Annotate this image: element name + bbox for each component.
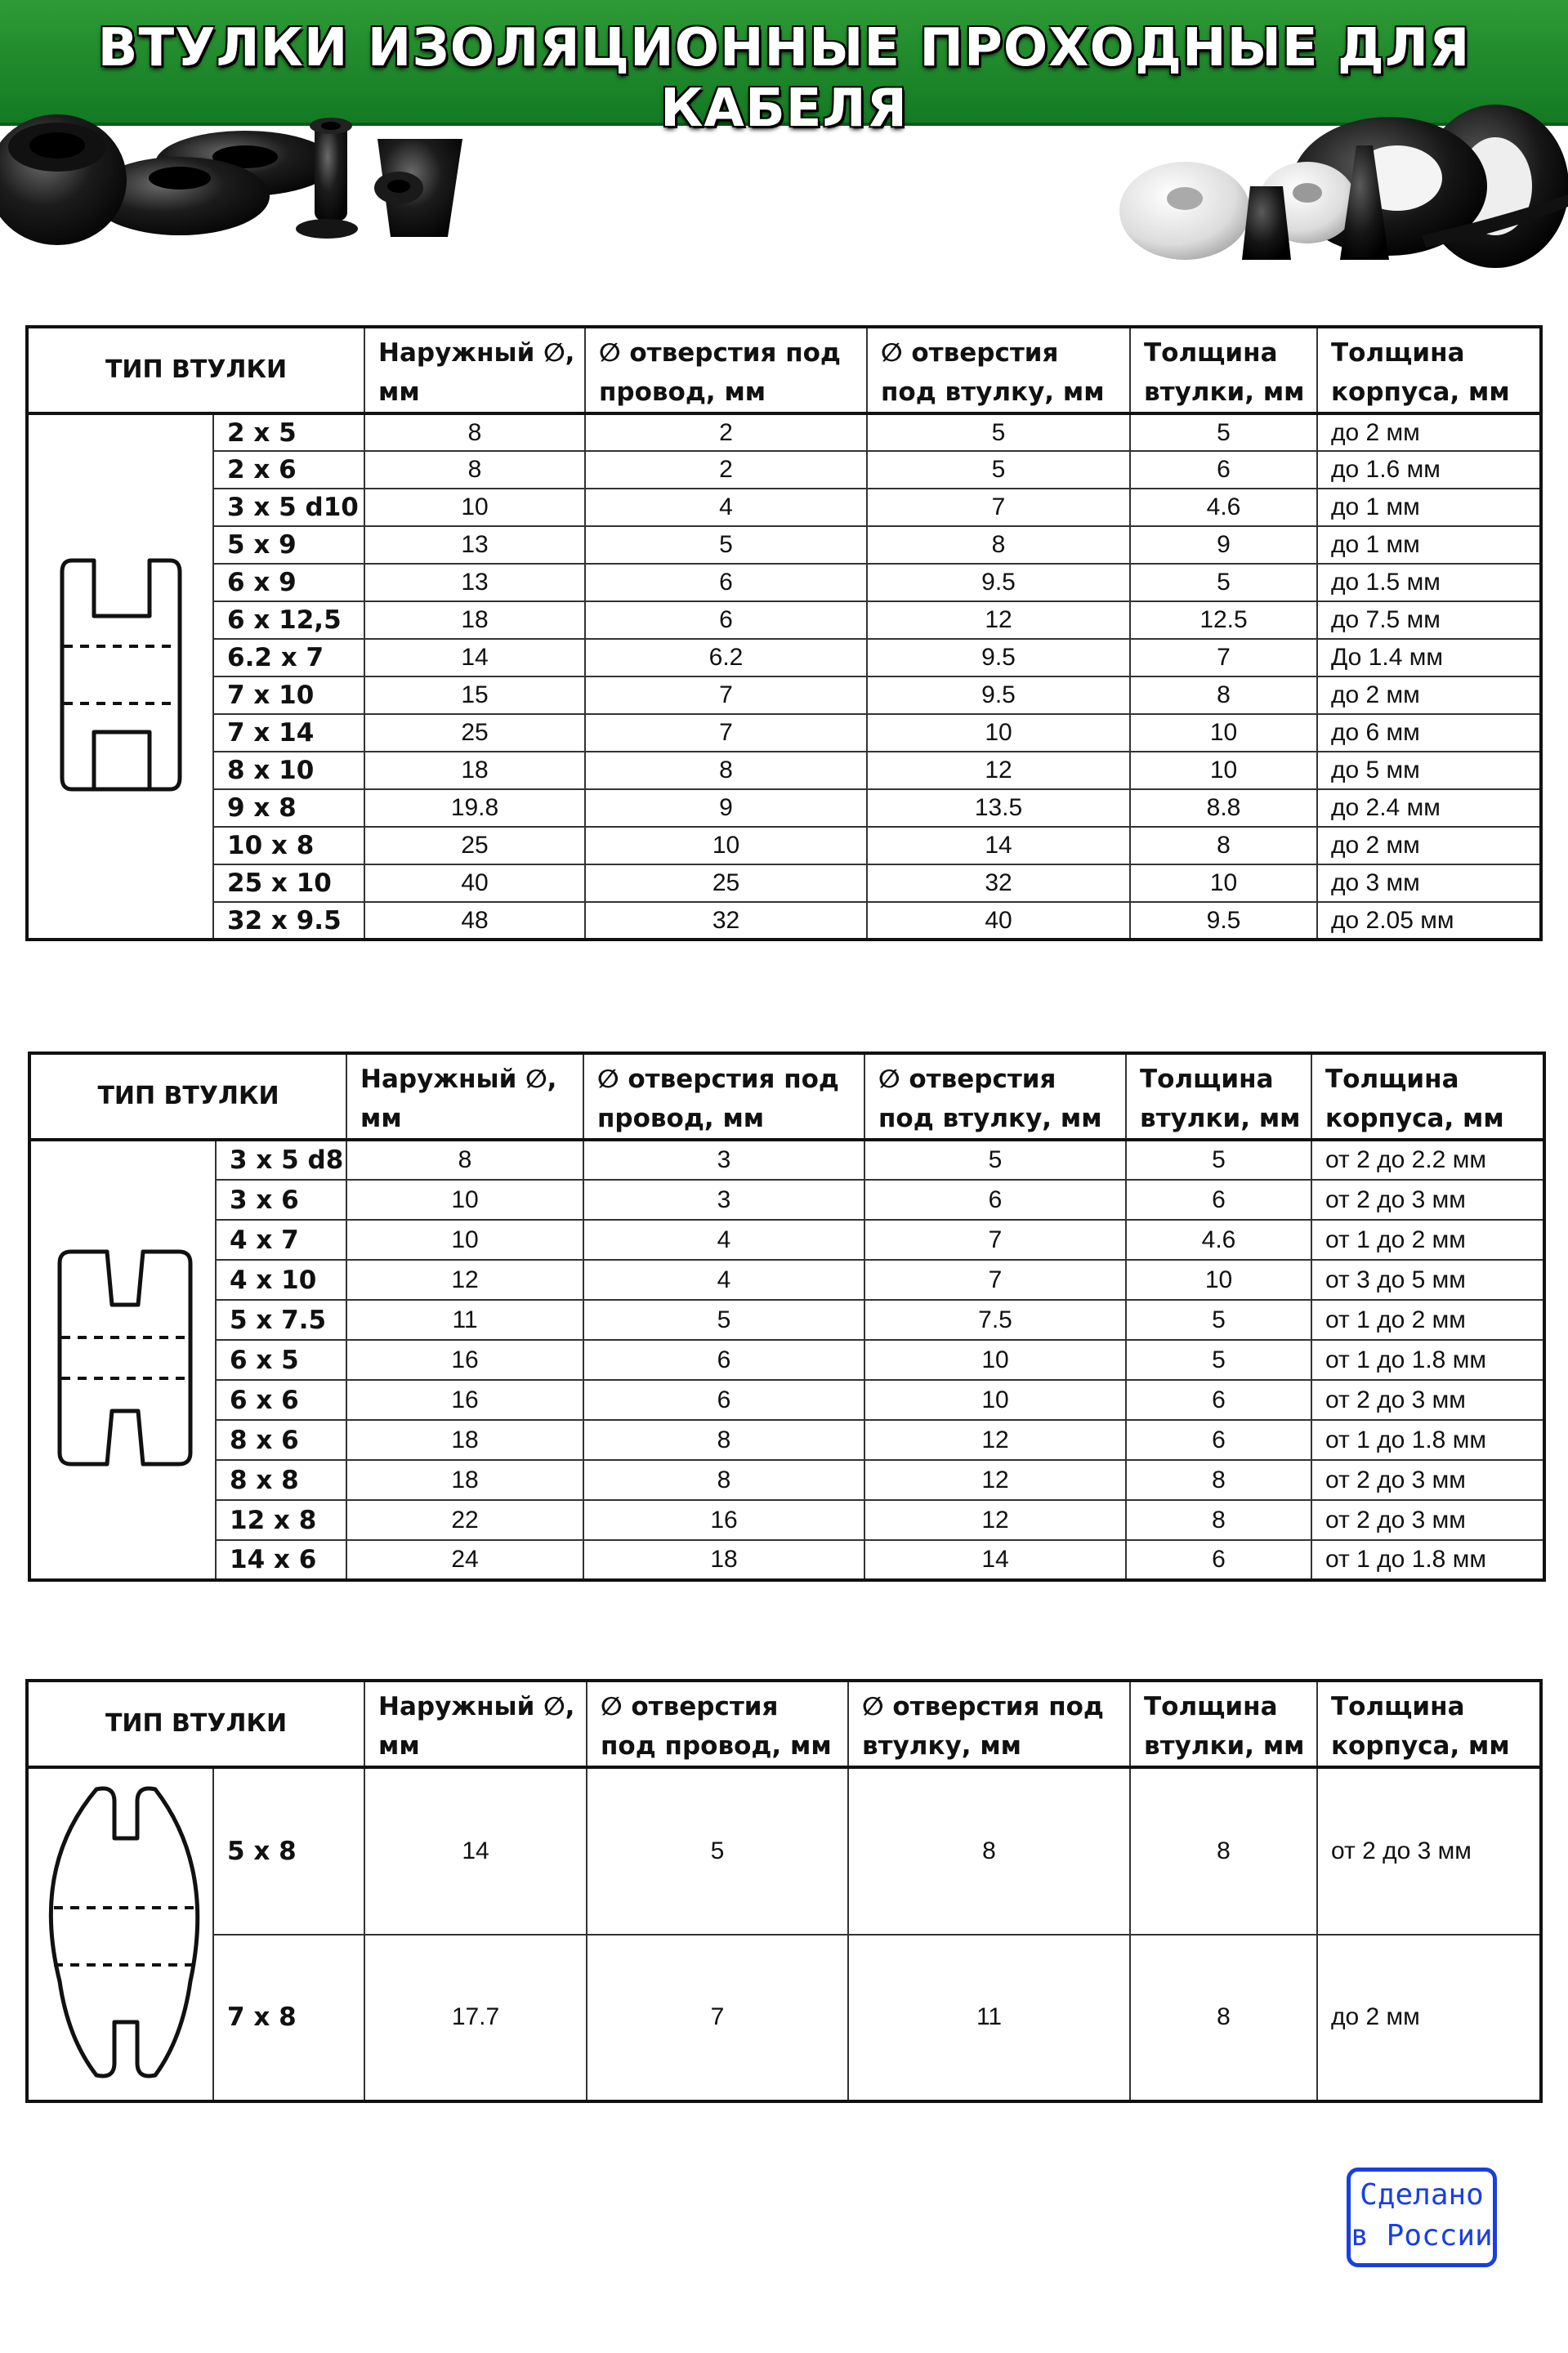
thick-body-cell: до 7.5 мм [1317,601,1541,639]
hole-wire-cell: 10 [585,827,867,864]
header-bush-hole: ∅ отверстия под втулку, мм [848,1681,1130,1767]
size-cell: 12 x 8 [216,1500,346,1540]
hole-wire-cell: 3 [583,1140,864,1180]
size-cell: 5 x 7.5 [216,1300,346,1340]
hole-bush-cell: 10 [864,1380,1126,1420]
header-outer-diameter: Наружный ∅, мм [364,1681,587,1767]
thick-body-cell: до 2 мм [1317,1935,1541,2102]
thick-bush-cell: 6 [1126,1380,1311,1420]
hole-wire-cell: 18 [583,1540,864,1580]
outer-cell: 48 [364,902,585,940]
hole-wire-cell: 7 [585,714,867,752]
header-outer-diameter: Наружный ∅, мм [364,327,585,413]
hole-bush-cell: 9.5 [867,676,1130,714]
hole-wire-cell: 25 [585,864,867,902]
bushing-type-diagram [27,413,213,940]
outer-cell: 11 [346,1300,583,1340]
hole-wire-cell: 6 [583,1380,864,1420]
hole-wire-cell: 8 [583,1460,864,1500]
table-row [27,827,1541,864]
thick-bush-cell: 9 [1130,526,1317,564]
table-row [29,1140,1544,1180]
size-cell: 25 x 10 [213,864,364,902]
bushing-table-1 [25,325,1543,941]
hole-wire-cell: 6.2 [585,639,867,676]
made-in-russia-stamp [1347,2168,1497,2267]
outer-cell: 25 [364,714,585,752]
header-bush-thickness: Толщина втулки, мм [1126,1053,1311,1140]
size-cell: 8 x 10 [213,752,364,789]
table-row [29,1380,1544,1420]
thick-body-cell: от 1 до 2 мм [1311,1300,1544,1340]
size-cell: 8 x 8 [216,1460,346,1500]
header-outer-diameter: Наружный ∅, мм [346,1053,583,1140]
thick-bush-cell: 12.5 [1130,601,1317,639]
size-cell: 6 x 5 [216,1340,346,1380]
table-row [27,601,1541,639]
outer-cell: 18 [364,601,585,639]
hole-wire-cell: 5 [587,1767,848,1935]
thick-body-cell: до 1.6 мм [1317,451,1541,489]
table-row [27,1767,1541,1935]
thick-bush-cell: 8 [1130,1767,1317,1935]
size-cell: 2 x 6 [213,451,364,489]
hole-bush-cell: 14 [864,1540,1126,1580]
table-row [27,752,1541,789]
outer-cell: 10 [364,489,585,526]
thick-body-cell: до 2.05 мм [1317,902,1541,940]
table-1-header [27,327,1541,413]
hole-bush-cell: 8 [867,526,1130,564]
size-cell: 5 x 9 [213,526,364,564]
outer-cell: 40 [364,864,585,902]
size-cell: 7 x 14 [213,714,364,752]
thick-body-cell: до 5 мм [1317,752,1541,789]
hole-wire-cell: 4 [583,1220,864,1260]
outer-cell: 19.8 [364,789,585,827]
hole-bush-cell: 32 [867,864,1130,902]
outer-cell: 15 [364,676,585,714]
table-row [27,902,1541,940]
outer-cell: 8 [346,1140,583,1180]
size-cell: 14 x 6 [216,1540,346,1580]
header-wire-hole: ∅ отверстия под провод, мм [587,1681,848,1767]
hole-wire-cell: 2 [585,413,867,451]
table-row [29,1300,1544,1340]
bushing-diagram-tapered [42,1211,205,1505]
thick-bush-cell: 8 [1126,1460,1311,1500]
size-cell: 4 x 7 [216,1220,346,1260]
size-cell: 6 x 12,5 [213,601,364,639]
hole-bush-cell: 7 [864,1260,1126,1300]
hole-bush-cell: 5 [867,451,1130,489]
right-product-photo [1111,96,1568,301]
outer-cell: 13 [364,564,585,601]
hole-wire-cell: 5 [585,526,867,564]
bushing-type-diagram [29,1140,216,1580]
thick-body-cell: до 2 мм [1317,413,1541,451]
outer-cell: 8 [364,413,585,451]
table-row [27,714,1541,752]
thick-bush-cell: 8 [1130,827,1317,864]
outer-cell: 18 [364,752,585,789]
size-cell: 32 x 9.5 [213,902,364,940]
hole-bush-cell: 9.5 [867,639,1130,676]
hole-wire-cell: 2 [585,451,867,489]
hole-wire-cell: 32 [585,902,867,940]
thick-bush-cell: 6 [1126,1180,1311,1220]
hole-bush-cell: 7 [864,1220,1126,1260]
hole-bush-cell: 40 [867,902,1130,940]
hole-bush-cell: 10 [864,1340,1126,1380]
table-row [27,864,1541,902]
thick-body-cell: от 2 до 3 мм [1311,1460,1544,1500]
outer-cell: 22 [346,1500,583,1540]
hole-wire-cell: 6 [585,601,867,639]
thick-body-cell: до 1 мм [1317,526,1541,564]
outer-cell: 12 [346,1260,583,1300]
hole-wire-cell: 4 [585,489,867,526]
hole-bush-cell: 12 [864,1460,1126,1500]
hole-wire-cell: 8 [583,1420,864,1460]
page-title: ВТУЛКИ ИЗОЛЯЦИОННЫЕ ПРОХОДНЫЕ ДЛЯ КАБЕЛЯ [97,18,1471,139]
hole-wire-cell: 16 [583,1500,864,1540]
stamp-line-1: Сделано [1360,2178,1484,2212]
thick-bush-cell: 5 [1130,564,1317,601]
table-3-header [27,1681,1541,1767]
header-bush-hole: ∅ отверстия под втулку, мм [864,1053,1126,1140]
table-row [27,451,1541,489]
thick-bush-cell: 6 [1130,451,1317,489]
hole-bush-cell: 6 [864,1180,1126,1220]
hole-wire-cell: 3 [583,1180,864,1220]
hole-bush-cell: 5 [864,1140,1126,1180]
header-bush-hole: ∅ отверстия под втулку, мм [867,327,1130,413]
size-cell: 8 x 6 [216,1420,346,1460]
table-row [27,1935,1541,2102]
hole-bush-cell: 9.5 [867,564,1130,601]
bushing-type-diagram [27,1767,213,2101]
hole-bush-cell: 11 [848,1935,1130,2102]
size-cell: 5 x 8 [213,1767,364,1935]
thick-bush-cell: 5 [1126,1140,1311,1180]
table-row [27,676,1541,714]
thick-body-cell: от 1 до 1.8 мм [1311,1420,1544,1460]
hole-bush-cell: 10 [867,714,1130,752]
hole-wire-cell: 8 [585,752,867,789]
outer-cell: 24 [346,1540,583,1580]
hole-bush-cell: 12 [864,1500,1126,1540]
left-product-photo [0,90,507,245]
table-row [27,489,1541,526]
size-cell: 6 x 6 [216,1380,346,1420]
header-type: ТИП ВТУЛКИ [27,1681,364,1767]
thick-bush-cell: 5 [1126,1300,1311,1340]
size-cell: 7 x 8 [213,1935,364,2102]
hole-wire-cell: 5 [583,1300,864,1340]
thick-bush-cell: 5 [1130,413,1317,451]
size-cell: 6.2 x 7 [213,639,364,676]
thick-body-cell: до 2 мм [1317,827,1541,864]
table-row [27,564,1541,601]
thick-bush-cell: 8.8 [1130,789,1317,827]
bushing-diagram-straight [39,528,203,822]
size-cell: 6 x 9 [213,564,364,601]
thick-body-cell: до 6 мм [1317,714,1541,752]
table-row [27,789,1541,827]
outer-cell: 16 [346,1380,583,1420]
outer-cell: 13 [364,526,585,564]
table-row [29,1540,1544,1580]
bushing-table-2 [28,1051,1546,1582]
hole-bush-cell: 12 [867,752,1130,789]
thick-body-cell: до 2.4 мм [1317,789,1541,827]
thick-bush-cell: 8 [1126,1500,1311,1540]
outer-cell: 25 [364,827,585,864]
table-row [27,526,1541,564]
outer-cell: 8 [364,451,585,489]
thick-bush-cell: 10 [1130,752,1317,789]
thick-body-cell: до 3 мм [1317,864,1541,902]
header-type: ТИП ВТУЛКИ [29,1053,346,1140]
outer-cell: 18 [346,1460,583,1500]
size-cell: 10 x 8 [213,827,364,864]
hole-wire-cell: 9 [585,789,867,827]
hole-bush-cell: 12 [864,1420,1126,1460]
size-cell: 2 x 5 [213,413,364,451]
thick-body-cell: от 2 до 3 мм [1317,1767,1541,1935]
header-type: ТИП ВТУЛКИ [27,327,364,413]
table-row [29,1500,1544,1540]
thick-body-cell: до 2 мм [1317,676,1541,714]
size-cell: 4 x 10 [216,1260,346,1300]
table-row [27,639,1541,676]
thick-body-cell: от 2 до 3 мм [1311,1180,1544,1220]
thick-bush-cell: 4.6 [1126,1220,1311,1260]
bushing-diagram-rounded [39,1769,203,2096]
hole-bush-cell: 8 [848,1767,1130,1935]
table-row [29,1420,1544,1460]
size-cell: 3 x 5 d10 [213,489,364,526]
thick-body-cell: от 2 до 3 мм [1311,1500,1544,1540]
thick-bush-cell: 6 [1126,1540,1311,1580]
hole-bush-cell: 7.5 [864,1300,1126,1340]
thick-body-cell: от 1 до 1.8 мм [1311,1340,1544,1380]
thick-bush-cell: 10 [1130,714,1317,752]
outer-cell: 16 [346,1340,583,1380]
thick-body-cell: от 2 до 3 мм [1311,1380,1544,1420]
thick-bush-cell: 7 [1130,639,1317,676]
thick-body-cell: от 3 до 5 мм [1311,1260,1544,1300]
thick-bush-cell: 4.6 [1130,489,1317,526]
table-row [29,1340,1544,1380]
outer-cell: 18 [346,1420,583,1460]
hole-bush-cell: 12 [867,601,1130,639]
outer-cell: 10 [346,1220,583,1260]
header-body-thickness: Толщина корпуса, мм [1317,327,1541,413]
table-row [29,1460,1544,1500]
thick-bush-cell: 10 [1130,864,1317,902]
thick-bush-cell: 10 [1126,1260,1311,1300]
thick-body-cell: от 1 до 2 мм [1311,1220,1544,1260]
stamp-line-2: в России [1351,2219,1493,2253]
thick-body-cell: от 1 до 1.8 мм [1311,1540,1544,1580]
hole-wire-cell: 4 [583,1260,864,1300]
hole-wire-cell: 7 [585,676,867,714]
thick-bush-cell: 9.5 [1130,902,1317,940]
thick-body-cell: до 1 мм [1317,489,1541,526]
size-cell: 9 x 8 [213,789,364,827]
size-cell: 3 x 5 d8 [216,1140,346,1180]
thick-body-cell: До 1.4 мм [1317,639,1541,676]
thick-bush-cell: 8 [1130,676,1317,714]
table-row [27,413,1541,451]
header-bush-thickness: Толщина втулки, мм [1130,1681,1317,1767]
header-bush-thickness: Толщина втулки, мм [1130,327,1317,413]
thick-bush-cell: 8 [1130,1935,1317,2102]
table-row [29,1260,1544,1300]
thick-bush-cell: 5 [1126,1340,1311,1380]
hole-wire-cell: 6 [583,1340,864,1380]
size-cell: 3 x 6 [216,1180,346,1220]
bushing-table-3 [25,1679,1543,2103]
size-cell: 7 x 10 [213,676,364,714]
hole-bush-cell: 5 [867,413,1130,451]
header-body-thickness: Толщина корпуса, мм [1311,1053,1544,1140]
table-row [29,1220,1544,1260]
thick-body-cell: до 1.5 мм [1317,564,1541,601]
header-body-thickness: Толщина корпуса, мм [1317,1681,1541,1767]
outer-cell: 14 [364,1767,587,1935]
hole-wire-cell: 7 [587,1935,848,2102]
header-wire-hole: ∅ отверстия под провод, мм [585,327,867,413]
outer-cell: 17.7 [364,1935,587,2102]
table-row [29,1180,1544,1220]
hole-bush-cell: 14 [867,827,1130,864]
header-wire-hole: ∅ отверстия под провод, мм [583,1053,864,1140]
hole-wire-cell: 6 [585,564,867,601]
thick-bush-cell: 6 [1126,1420,1311,1460]
thick-body-cell: от 2 до 2.2 мм [1311,1140,1544,1180]
hole-bush-cell: 13.5 [867,789,1130,827]
outer-cell: 14 [364,639,585,676]
outer-cell: 10 [346,1180,583,1220]
table-2-header [29,1053,1544,1140]
hole-bush-cell: 7 [867,489,1130,526]
